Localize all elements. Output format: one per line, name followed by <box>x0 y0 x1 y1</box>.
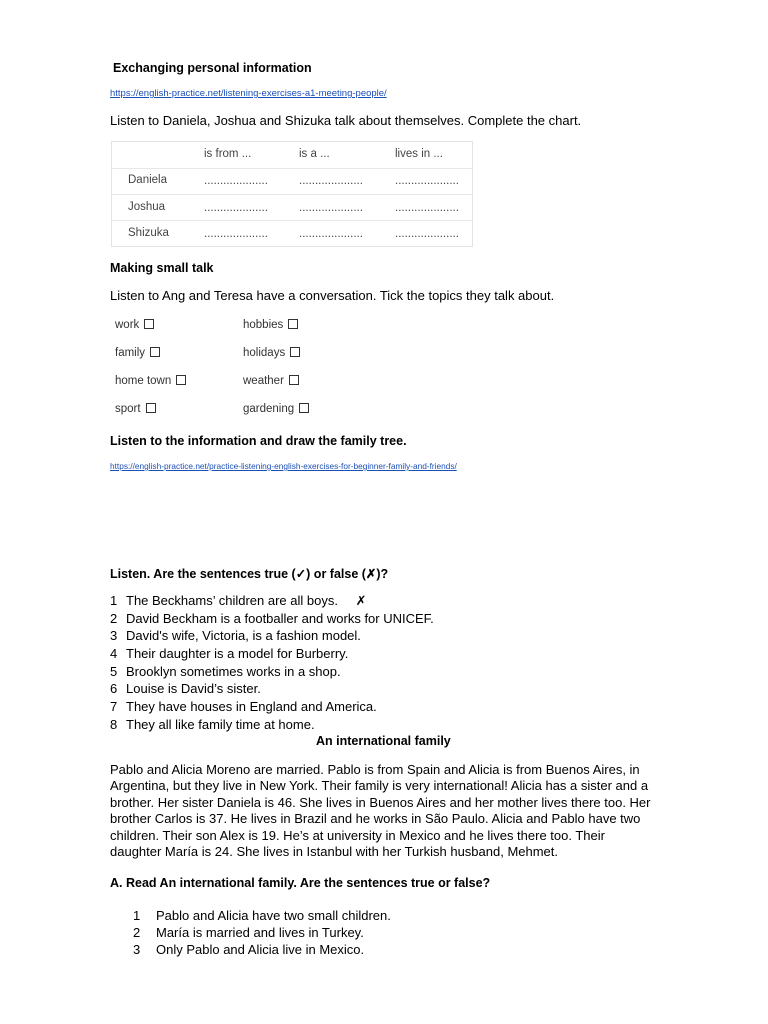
passage-line: brother. Her sister Daniela is 46. She lives in Buenos Aires and her mother lives there too. Her <box>110 794 651 810</box>
topic-label: holidays <box>243 347 286 359</box>
topic-label: work <box>115 319 140 331</box>
blank-field[interactable]: .................... <box>395 202 459 214</box>
item-number: 1 <box>110 593 118 608</box>
item-text: Louise is David’s sister. <box>126 681 261 696</box>
checkbox-icon[interactable] <box>299 403 309 413</box>
blank-field[interactable]: .................... <box>299 228 363 240</box>
topic-label: family <box>115 347 146 359</box>
blank-field[interactable]: .................... <box>395 175 459 187</box>
checkbox-icon[interactable] <box>146 403 156 413</box>
row-label: Shizuka <box>128 227 169 239</box>
topic-label: weather <box>243 375 284 387</box>
item-number: 6 <box>110 681 118 696</box>
item-text: They have houses in England and America. <box>126 699 377 714</box>
passage-line: daughter María is 24. She lives in Istanbul with her Turkish husband, Mehmet. <box>110 844 559 860</box>
topic-hobbies[interactable] <box>243 319 298 331</box>
reading-title: An international family <box>316 734 451 748</box>
item-number: 7 <box>110 699 118 714</box>
item-text: They all like family time at home. <box>126 717 315 732</box>
item-text: David Beckham is a footballer and works for UNICEF. <box>126 611 434 626</box>
family-friends-link[interactable]: https://english-practice.net/practice-listening-english-exercises-for-beginner-family-and-friends/ <box>110 461 457 471</box>
item-number: 5 <box>110 664 118 679</box>
row-label: Daniela <box>128 174 167 186</box>
item-text: Pablo and Alicia have two small children. <box>156 908 391 923</box>
topic-label: gardening <box>243 403 295 415</box>
reading-passage <box>110 762 658 860</box>
list-item <box>110 593 366 609</box>
checkbox-icon[interactable] <box>176 375 186 385</box>
item-text: Their daughter is a model for Burberry. <box>126 646 349 661</box>
list-item <box>110 699 377 714</box>
topic-home-town[interactable] <box>115 375 186 387</box>
topic-work[interactable] <box>115 319 154 331</box>
list-item <box>133 925 364 940</box>
checkbox-icon[interactable] <box>150 347 160 357</box>
passage-line: brother Carlos is 37. He lives in Brazil and he works in São Paulo. Alicia and Pablo have two <box>110 811 641 827</box>
item-number: 4 <box>110 646 118 661</box>
passage-line: Pablo and Alicia Moreno are married. Pablo is from Spain and Alicia is from Buenos Aires, in <box>110 762 640 777</box>
list-item <box>110 681 261 696</box>
list-item <box>110 628 361 643</box>
list-item <box>110 646 348 661</box>
smalltalk-instruction: Listen to Ang and Teresa have a conversation. Tick the topics they talk about. <box>110 288 555 303</box>
checkbox-icon[interactable] <box>288 319 298 329</box>
chart-divider <box>112 220 472 221</box>
item-text: The Beckhams’ children are all boys. <box>126 593 338 608</box>
section-title: Listen. Are the sentences true (✓) or false (✗)? <box>110 567 389 581</box>
list-item <box>133 942 364 957</box>
column-header: is a ... <box>299 148 330 160</box>
topic-label: sport <box>115 403 141 415</box>
checkbox-icon[interactable] <box>144 319 154 329</box>
topic-family[interactable] <box>115 347 160 359</box>
item-text: Only Pablo and Alicia live in Mexico. <box>156 942 365 957</box>
meeting-people-link[interactable]: https://english-practice.net/listening-exercises-a1-meeting-people/ <box>110 88 387 99</box>
item-text: Brooklyn sometimes works in a shop. <box>126 664 341 679</box>
item-number: 3 <box>133 942 141 957</box>
personal-info-chart <box>111 141 473 247</box>
blank-field[interactable]: .................... <box>204 175 268 187</box>
checkbox-icon[interactable] <box>290 347 300 357</box>
row-label: Joshua <box>128 201 166 213</box>
blank-field[interactable]: .................... <box>395 228 459 240</box>
item-number: 1 <box>133 908 141 923</box>
list-item <box>110 717 315 732</box>
topic-sport[interactable] <box>115 403 156 415</box>
topic-holidays[interactable] <box>243 347 300 359</box>
section-title: A. Read An international family. Are the sentences true or false? <box>110 876 491 890</box>
passage-line: children. Their son Alex is 19. He’s at university in Mexico and he lives there too. Their <box>110 827 605 843</box>
chart-divider <box>112 168 472 169</box>
section-title: Making small talk <box>110 261 214 275</box>
blank-field[interactable]: .................... <box>204 228 268 240</box>
topic-gardening[interactable] <box>243 403 309 415</box>
item-number: 3 <box>110 628 118 643</box>
item-number: 2 <box>110 611 118 626</box>
topic-label: home town <box>115 375 172 387</box>
column-header: is from ... <box>204 148 252 160</box>
topic-weather[interactable] <box>243 375 299 387</box>
item-text: David's wife, Victoria, is a fashion model. <box>126 628 361 643</box>
section-title: Listen to the information and draw the family tree. <box>110 434 407 448</box>
chart-instruction: Listen to Daniela, Joshua and Shizuka talk about themselves. Complete the chart. <box>110 113 582 128</box>
item-text: María is married and lives in Turkey. <box>156 925 364 940</box>
blank-field[interactable]: .................... <box>299 202 363 214</box>
checkbox-icon[interactable] <box>289 375 299 385</box>
column-header: lives in ... <box>395 148 443 160</box>
blank-field[interactable]: .................... <box>204 202 268 214</box>
topic-label: hobbies <box>243 319 284 331</box>
list-item <box>110 664 341 679</box>
blank-field[interactable]: .................... <box>299 175 363 187</box>
page-title: Exchanging personal information <box>113 61 312 75</box>
cross-mark-icon: ✗ <box>355 593 367 608</box>
list-item <box>110 611 434 626</box>
item-number: 2 <box>133 925 141 940</box>
passage-line: Argentina, but they live in New York. Their family is very international! Alicia has a sister and a <box>110 778 649 794</box>
item-number: 8 <box>110 717 118 732</box>
chart-divider <box>112 194 472 195</box>
list-item <box>133 908 391 923</box>
